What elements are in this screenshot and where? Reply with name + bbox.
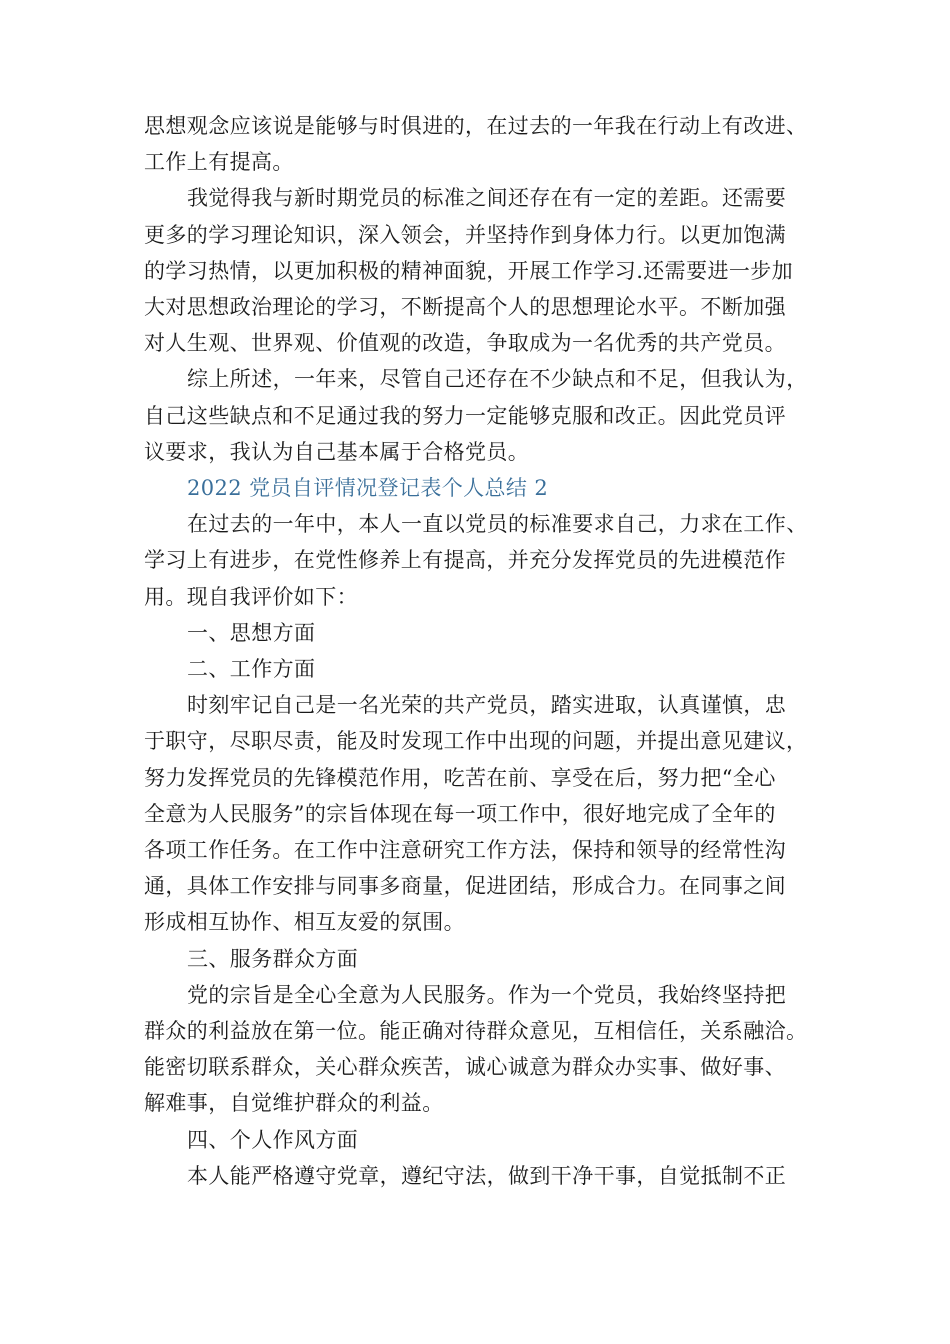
text-line: 通，具体工作安排与同事多商量，促进团结，形成合力。在同事之间 xyxy=(144,874,786,899)
section-heading: 2022 党员自评情况登记表个人总结 2 xyxy=(187,476,549,501)
text-line: 各项工作任务。在工作中注意研究工作方法，保持和领导的经常性沟 xyxy=(144,838,786,863)
text-line: 能密切联系群众，关心群众疾苦，诚心诚意为群众办实事、做好事、 xyxy=(144,1055,786,1080)
text-line: 努力发挥党员的先锋模范作用，吃苦在前、享受在后，努力把“全心 xyxy=(144,765,776,790)
text-line: 大对思想政治理论的学习，不断提高个人的思想理论水平。不断加强 xyxy=(144,295,786,320)
text-line: 在过去的一年中，本人一直以党员的标准要求自己，力求在工作、 xyxy=(187,512,808,537)
text-line: 解难事，自觉维护群众的利益。 xyxy=(144,1091,444,1116)
text-line: 四、个人作风方面 xyxy=(187,1127,359,1152)
text-line: 一、思想方面 xyxy=(187,620,316,645)
text-line: 党的宗旨是全心全意为人民服务。作为一个党员，我始终坚持把 xyxy=(187,982,787,1007)
text-line: 二、工作方面 xyxy=(187,657,316,682)
text-line: 时刻牢记自己是一名光荣的共产党员，踏实进取，认真谨慎，忠 xyxy=(187,693,787,718)
text-line: 我觉得我与新时期党员的标准之间还存在有一定的差距。还需要 xyxy=(187,186,787,211)
text-line: 自己这些缺点和不足通过我的努力一定能够克服和改正。因此党员评 xyxy=(144,403,786,428)
text-line: 综上所述，一年来，尽管自己还存在不少缺点和不足，但我认为， xyxy=(187,367,808,392)
text-line: 全意为人民服务”的宗旨体现在每一项工作中，很好地完成了全年的 xyxy=(144,801,776,826)
text-line: 更多的学习理论知识，深入领会，并坚持作到身体力行。以更加饱满 xyxy=(144,222,786,247)
text-line: 的学习热情，以更加积极的精神面貌，开展工作学习.还需要进一步加 xyxy=(144,258,794,283)
text-line: 议要求，我认为自己基本属于合格党员。 xyxy=(144,439,530,464)
text-line: 三、服务群众方面 xyxy=(187,946,359,971)
text-line: 工作上有提高。 xyxy=(144,150,294,175)
text-line: 形成相互协作、相互友爱的氛围。 xyxy=(144,910,465,935)
text-line: 于职守，尽职尽责，能及时发现工作中出现的问题，并提出意见建议， xyxy=(144,729,808,754)
text-line: 对人生观、世界观、价值观的改造，争取成为一名优秀的共产党员。 xyxy=(144,331,786,356)
text-line: 学习上有进步，在党性修养上有提高，并充分发挥党员的先进模范作 xyxy=(144,548,786,573)
text-line: 本人能严格遵守党章，遵纪守法，做到干净干事，自觉抵制不正 xyxy=(187,1163,787,1188)
text-line: 用。现自我评价如下： xyxy=(144,584,358,609)
text-line: 思想观念应该说是能够与时俱进的，在过去的一年我在行动上有改进、 xyxy=(144,114,808,138)
text-line: 群众的利益放在第一位。能正确对待群众意见，互相信任，关系融洽。 xyxy=(144,1019,808,1044)
document-body xyxy=(144,108,814,1194)
